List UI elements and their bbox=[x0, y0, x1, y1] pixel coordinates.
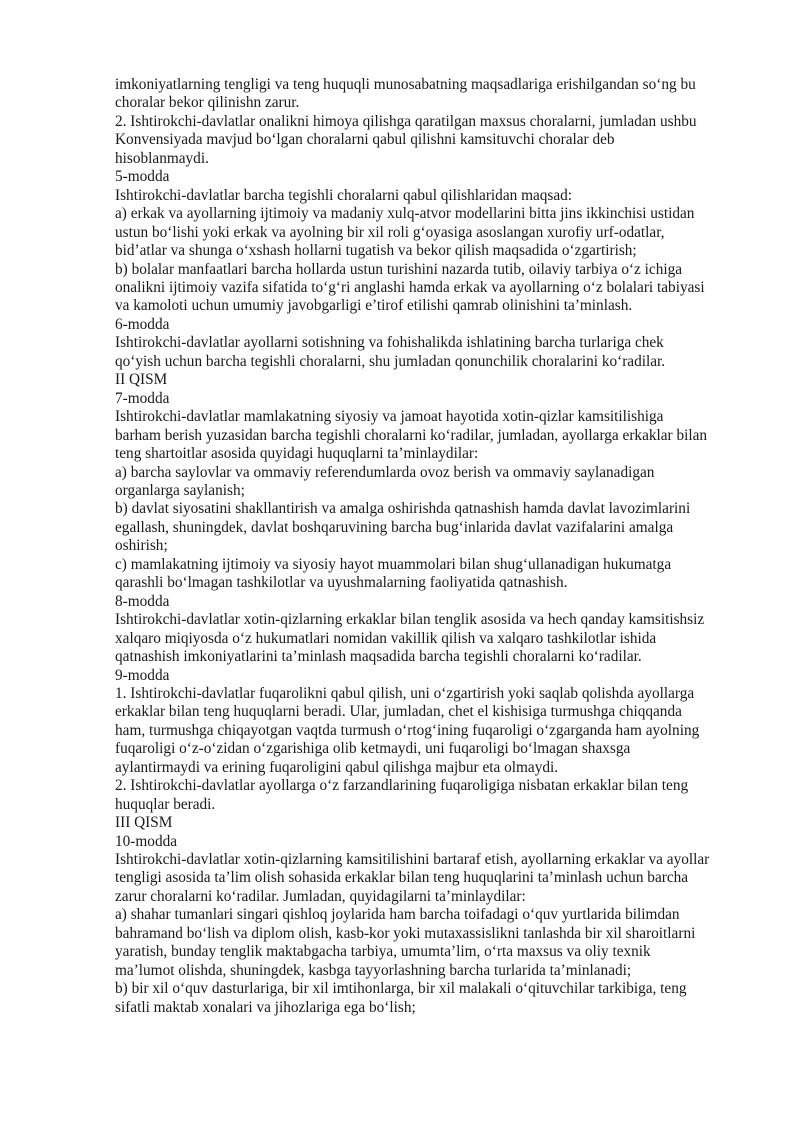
text-line: a) shahar tumanlari singari qishloq joylarida ham barcha toifadagi o‘quv yurtlarida bilimdan bbox=[115, 906, 680, 924]
text-line: imkoniyatlarning tengligi va teng huquqli munosabatning maqsadlariga erishilgandan so‘ng bu bbox=[115, 76, 696, 93]
text-line: sifatli maktab xonalari va jihozlariga ega bo‘lish; bbox=[115, 998, 416, 1016]
text-line: bahramand bo‘lish va diplom olish, kasb-kor yoki mutaxassislikni tanlashda bir xil sharoitlarni bbox=[115, 924, 696, 942]
text-line: a) erkak va ayollarning ijtimoiy va madaniy xulq-atvor modellarini bitta jins ikkinchisi ustidan bbox=[115, 205, 695, 223]
text-line: Ishtirokchi-davlatlar xotin-qizlarning erkaklar bilan tenglik asosida va hech qanday kamsitishsiz bbox=[115, 611, 705, 629]
article-heading: 8-modda bbox=[115, 592, 170, 610]
text-line: a) barcha saylovlar va ommaviy referendumlarda ovoz berish va ommaviy saylanadigan bbox=[115, 463, 655, 481]
text-line: c) mamlakatning ijtimoiy va siyosiy hayot muammolari bilan shug‘ullanadigan hukumatga bbox=[115, 555, 672, 573]
text-line: xalqaro miqiyosda o‘z hukumatlari nomidan vakillik qilish va xalqaro tashkilotlar ishida bbox=[115, 629, 657, 647]
text-line: Ishtirokchi-davlatlar ayollarni sotishning va fohishalikda ishlatining barcha turlariga chek bbox=[115, 334, 664, 352]
text-line: organlarga saylanish; bbox=[115, 481, 245, 499]
text-line: hisoblanmaydi. bbox=[115, 149, 209, 167]
text-line: 2. Ishtirokchi-davlatlar ayollarga o‘z farzandlarining fuqaroligiga nisbatan erkaklar bilan teng bbox=[115, 777, 689, 795]
text-line: onalikni ijtimoiy vazifa sifatida to‘g‘ri anglashi hamda erkak va ayollarning o‘z bolalari tabiyasi bbox=[115, 278, 705, 296]
text-line: ham, turmushga chiqayotgan vaqtda turmush o‘rtog‘ining fuqaroligi o‘zgarganda ham ayolning bbox=[115, 721, 700, 739]
text-line: zarur choralarni ko‘radilar. Jumladan, quyidagilarni ta’minlaydilar: bbox=[115, 887, 526, 905]
text-line: va kamoloti uchun umumiy javobgarligi e’tirof etilishi qamrab olinishini ta’minlash. bbox=[115, 297, 633, 315]
text-line: choralar bekor qilinishn zarur. bbox=[115, 94, 300, 112]
text-line: teng shartoitlar asosida quyidagi huquqlarni ta’minlaydilar: bbox=[115, 445, 479, 463]
text-line: 1. Ishtirokchi-davlatlar fuqarolikni qabul qilish, uni o‘zgartirish yoki saqlab qolishda ayollarga bbox=[115, 684, 695, 702]
text-line: qo‘yish uchun barcha tegishli choralarni, shu jumladan qonunchilik choralarini ko‘radilar. bbox=[115, 352, 666, 370]
text-line: yaratish, bunday tenglik maktabgacha tarbiya, umumta’lim, o‘rta maxsus va oliy texnik bbox=[115, 943, 651, 961]
text-line: fuqaroligi o‘z-o‘zidan o‘zgarishiga olib ketmaydi, uni fuqaroligi bo‘lmagan shaxsga bbox=[115, 740, 631, 758]
text-line: egallash, shuningdek, davlat boshqaruvining barcha bug‘inlarida davlat vazifalarini amalga bbox=[115, 518, 674, 536]
text-line: Ishtirokchi-davlatlar barcha tegishli choralarni qabul qilishlaridan maqsad: bbox=[115, 186, 573, 204]
text-line: b) bolalar manfaatlari barcha hollarda ustun turishini nazarda tutib, oilaviy tarbiya o‘z ichiga bbox=[115, 260, 683, 278]
document-page bbox=[115, 76, 765, 1017]
text-line: Konvensiyada mavjud bo‘lgan choralarni qabul qilishni kamsituvchi choralar deb bbox=[115, 131, 615, 149]
text-line: oshirish; bbox=[115, 537, 168, 555]
text-line: b) bir xil o‘quv dasturlariga, bir xil imtihonlarga, bir xil malakali o‘qituvchilar tarkibiga, teng bbox=[115, 980, 687, 998]
text-line: erkaklar bilan teng huquqlarni beradi. Ular, jumladan, chet el kishisiga turmushga chiqqanda bbox=[115, 703, 682, 721]
text-line: ustun bo‘lishi yoki erkak va ayolning bir xil roli g‘oyasiga asoslangan xurofiy urf-odatlar, bbox=[115, 223, 665, 241]
text-line: tengligi asosida ta’lim olish sohasida erkaklar bilan teng huquqlarini ta’minlash uchun barcha bbox=[115, 869, 689, 887]
text-line: Ishtirokchi-davlatlar xotin-qizlarning kamsitilishini bartaraf etish, ayollarning erkaklar va ayollar bbox=[115, 851, 710, 869]
article-heading: 10-modda bbox=[115, 832, 178, 850]
text-line: 2. Ishtirokchi-davlatlar onalikni himoya qilishga qaratilgan maxsus choralarni, jumladan ushbu bbox=[115, 112, 697, 130]
text-line: b) davlat siyosatini shakllantirish va amalga oshirishda qatnashish hamda davlat lavozimlarini bbox=[115, 500, 691, 518]
article-heading: 5-modda bbox=[115, 168, 170, 186]
article-heading: 9-modda bbox=[115, 666, 170, 684]
article-heading: 7-modda bbox=[115, 389, 170, 407]
text-line: qarashli bo‘lmagan tashkilotlar va uyushmalarning faoliyatida qatnashish. bbox=[115, 574, 568, 592]
part-heading: II QISM bbox=[115, 371, 168, 389]
text-line: aylantirmaydi va erining fuqaroligini qabul qilishga majbur eta olmaydi. bbox=[115, 758, 559, 776]
text-line: ma’lumot olishda, shuningdek, kasbga tayyorlashning barcha turlarida ta’minlanadi; bbox=[115, 961, 632, 979]
text-line: barham berish yuzasidan barcha tegishli choralarni ko‘radilar, jumladan, ayollarga erkaklar bilan bbox=[115, 426, 708, 444]
article-heading: 6-modda bbox=[115, 315, 170, 333]
text-line: bid’atlar va shunga o‘xshash hollarni tugatish va bekor qilish maqsadida o‘zgartirish; bbox=[115, 242, 637, 260]
text-line: qatnashish imkoniyatlarini ta’minlash maqsadida barcha tegishli choralarni ko‘radilar. bbox=[115, 648, 642, 666]
text-line: huquqlar beradi. bbox=[115, 795, 216, 813]
part-heading: III QISM bbox=[115, 814, 173, 832]
text-line: Ishtirokchi-davlatlar mamlakatning siyosiy va jamoat hayotida xotin-qizlar kamsitilishiga bbox=[115, 408, 664, 426]
